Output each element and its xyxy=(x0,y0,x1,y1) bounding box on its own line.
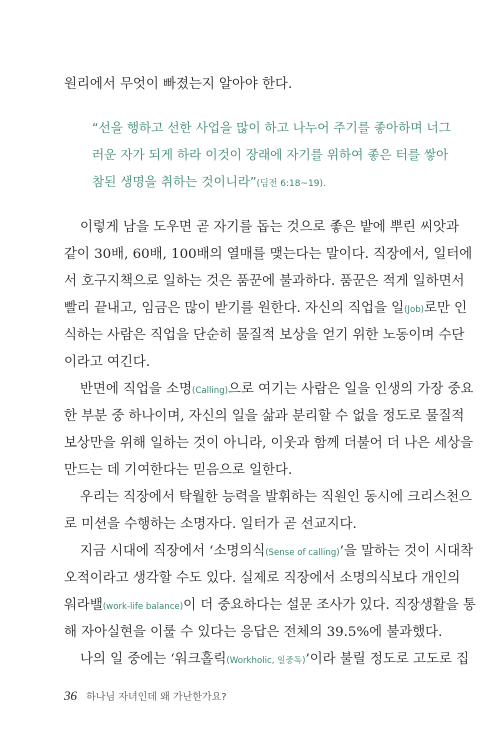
text-span: 러운 자가 되게 하라 이것이 장래에 자기를 위하여 좋은 터를 쌓아 xyxy=(92,147,449,162)
body-line xyxy=(64,405,465,424)
text-span: 같이 30배, 60배, 100배의 열매를 맺는다는 말이다. 직장에서, 일터에 xyxy=(64,247,473,262)
text-span: 만드는 데 기여한다는 믿음으로 일한다. xyxy=(64,463,293,478)
english-annotation: (work-life balance) xyxy=(102,602,184,612)
text-span: 보상만을 위해 일하는 것이 아니라, 이웃과 함께 더불어 더 나은 세상을 xyxy=(64,436,474,451)
text-span: 반면에 직업을 소명 xyxy=(80,382,192,397)
english-annotation: (Job) xyxy=(404,305,425,315)
body-line xyxy=(64,297,468,316)
text-span: 지금 시대에 직장에서 ‘소명의식 xyxy=(80,544,266,559)
text-span: 오적이라고 생각할 수도 있다. 실제로 직장에서 소명의식보다 개인의 xyxy=(64,571,461,586)
text-span: 해 자아실현을 이룰 수 있다는 응답은 전체의 39.5%에 불과했다. xyxy=(64,625,443,640)
text-span: 나의 일 중에는 ‘워크홀릭 xyxy=(80,652,227,667)
text-span: 이렇게 남을 도우면 곧 자기를 돕는 것으로 좋은 밭에 뿌린 씨앗과 xyxy=(80,220,459,235)
body-line xyxy=(80,486,472,505)
body-line xyxy=(64,324,465,343)
body-line xyxy=(64,594,476,613)
body-line xyxy=(64,513,440,532)
body-line xyxy=(80,378,474,397)
text-span: 식하는 사람은 직업을 단순히 물질적 보상을 얻기 위한 노동이며 수단 xyxy=(64,328,465,343)
body-line xyxy=(64,73,440,92)
text-span: 로 미션을 수행하는 소명자다. 일터가 곧 선교지다. xyxy=(64,517,357,532)
body-line xyxy=(64,432,474,451)
english-annotation: (Sense of calling) xyxy=(265,548,340,558)
body-line xyxy=(64,459,440,478)
body-line xyxy=(64,351,440,370)
text-span: 서 호구지책으로 일하는 것은 품꾼에 불과하다. 품꾼은 적게 일하면서 xyxy=(64,274,465,289)
english-annotation: (Workholic, 일중독) xyxy=(226,656,306,666)
running-title: 하나님 자녀인데 왜 가난한가요? xyxy=(86,692,227,703)
body-line xyxy=(64,243,473,262)
body-line xyxy=(80,648,470,667)
text-span: 우리는 직장에서 탁월한 능력을 발휘하는 직원인 동시에 크리스천으 xyxy=(80,490,472,505)
text-span: 로만 인 xyxy=(424,301,468,316)
text-span: ’이라 불릴 정도로 고도로 집 xyxy=(305,652,470,667)
scripture-quote-line xyxy=(92,144,449,163)
text-span: 한 부분 중 하나이며, 자신의 일을 삶과 분리할 수 없을 정도로 물질적 xyxy=(64,409,465,424)
scripture-reference: (딤전 6:18~19). xyxy=(256,179,326,189)
page-number: 36 xyxy=(64,688,77,703)
page-footer xyxy=(64,688,227,704)
english-annotation: (Calling) xyxy=(192,386,229,396)
text-span: 워라밸 xyxy=(64,598,103,613)
text-span: 원리에서 무엇이 빠졌는지 알아야 한다. xyxy=(64,77,293,92)
body-line xyxy=(80,216,459,235)
text-span: ’을 말하는 것이 시대착 xyxy=(339,544,474,559)
text-span: 이라고 여긴다. xyxy=(64,355,151,370)
body-line xyxy=(80,540,474,559)
body-line xyxy=(64,621,443,640)
text-span: “선을 행하고 선한 사업을 많이 하고 나누어 주기를 좋아하며 너그 xyxy=(92,120,451,135)
text-span: 이 더 중요하다는 설문 조사가 있다. 직장생활을 통 xyxy=(183,598,476,613)
scripture-quote-line xyxy=(92,117,451,136)
body-line xyxy=(64,567,461,586)
text-span: 빨리 끝내고, 임금은 많이 받기를 원한다. 자신의 직업을 일 xyxy=(64,301,405,316)
text-span: 참된 생명을 취하는 것이니라” xyxy=(92,174,257,189)
body-line xyxy=(64,270,465,289)
text-span: 으로 여기는 사람은 일을 인생의 가장 중요 xyxy=(228,382,474,397)
scripture-quote-line xyxy=(92,171,422,190)
